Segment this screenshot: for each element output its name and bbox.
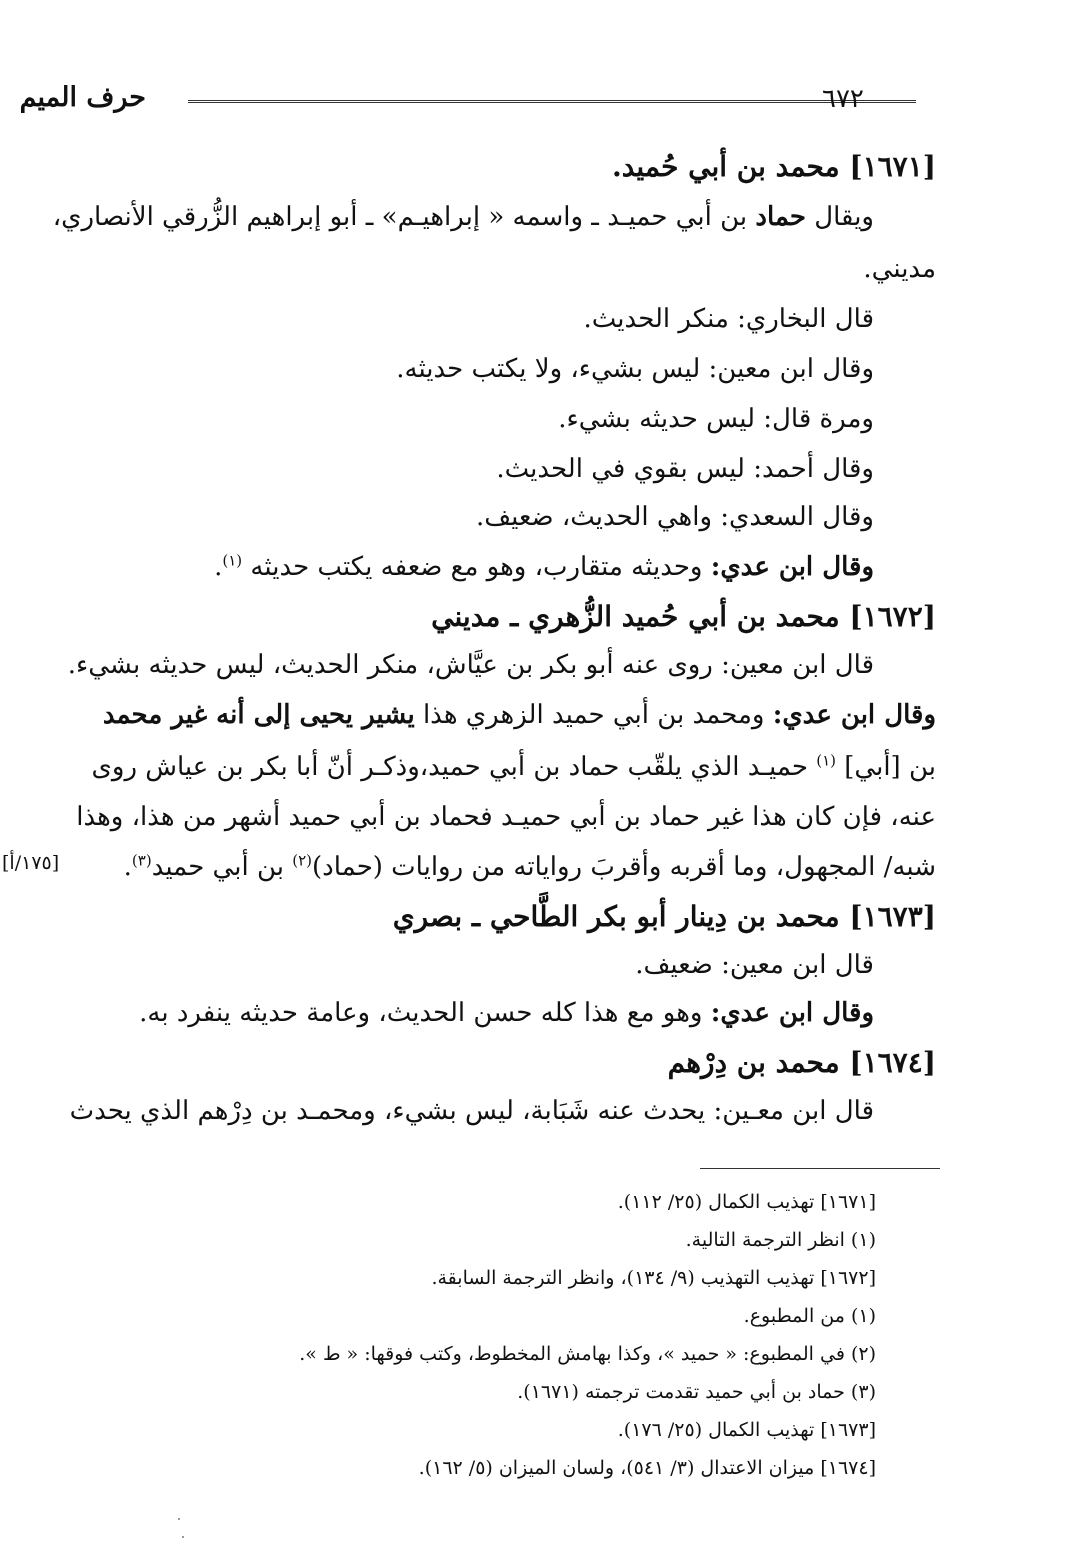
- text-run-bold: وقال ابن عدي:: [772, 700, 936, 730]
- footnote: (٣) حماد بن أبي حميد تقدمت ترجمته (١٦٧١).: [517, 1381, 876, 1403]
- scan-speck: [178, 1518, 180, 1520]
- footnote: (١) انظر الترجمة التالية.: [685, 1229, 876, 1251]
- entry-heading-1673: [١٦٧٣] محمد بن دِينار أبو بكر الطَّاحي ـ بصري: [392, 900, 936, 933]
- entry-line: وقال أحمد: ليس بقوي في الحديث.: [496, 454, 874, 484]
- header-rule: [188, 100, 916, 103]
- text-run: ويقال: [814, 202, 874, 232]
- footnote-marker: (١): [816, 751, 837, 770]
- footnote: (١) من المطبوع.: [743, 1305, 876, 1327]
- entry-line: [214, 552, 874, 582]
- entry-line: قال البخاري: منكر الحديث.: [583, 304, 874, 334]
- entry-heading-1674: [١٦٧٤] محمد بن دِرْهم: [667, 1046, 936, 1079]
- text-run: وحديثه متقارب، وهو مع ضعفه يكتب حديثه: [250, 552, 703, 582]
- entry-line: ومرة قال: ليس حديثه بشيء.: [558, 404, 874, 434]
- entry-line: مديني.: [863, 254, 936, 284]
- text-run: بن [أبي]: [844, 752, 936, 782]
- entry-heading-1671: [١٦٧١] محمد بن أبي حُميد.: [611, 150, 936, 183]
- page-number: ٦٧٢: [822, 84, 864, 114]
- entry-line: قال ابن معين: روى عنه أبو بكر بن عيَّاش، منكر الحديث، ليس حديثه بشيء.: [67, 650, 874, 680]
- text-run-bold: وقال ابن عدي:: [710, 998, 874, 1028]
- footnote: [١٦٧٣] تهذيب الكمال (٢٥/ ١٧٦).: [617, 1419, 876, 1441]
- footnote: [١٦٧١] تهذيب الكمال (٢٥/ ١١٢).: [617, 1191, 876, 1213]
- entry-line: وقال السعدي: واهي الحديث، ضعيف.: [475, 502, 874, 532]
- text-run-bold: يشير يحيى إلى أنه غير محمد: [102, 700, 415, 730]
- footnote: [١٦٧٤] ميزان الاعتدال (٣/ ٥٤١)، ولسان الميزان (٥/ ١٦٢).: [418, 1457, 876, 1479]
- text-run: بن أبي حميـد ـ واسمه « إبراهيـم» ـ أبو إبراهيم الزُّرقي الأنصاري،: [52, 202, 748, 232]
- entry-line: قال ابن معـين: يحدث عنه شَبَابة، ليس بشيء، ومحمـد بن دِرْهم الذي يحدث: [69, 1096, 874, 1126]
- text-run: .: [123, 852, 132, 882]
- text-run: ومحمد بن أبي حميد الزهري هذا: [422, 700, 765, 730]
- footnote: (٢) في المطبوع: « حميد »، وكذا بهامش المخطوط، وكتب فوقها: « ط ».: [299, 1343, 876, 1365]
- text-run: بن أبي حميد: [151, 852, 284, 882]
- text-run-bold: حماد: [755, 202, 806, 232]
- footnote-marker: (٢): [292, 851, 313, 870]
- entry-line: عنه، فإن كان هذا غير حماد بن أبي حميـد فحماد بن أبي حميد أشهر من هذا، وهذا: [76, 802, 936, 832]
- text-run: .: [214, 552, 223, 582]
- text-run: شبه/ المجهول، وما أقربه وأقربَ رواياته من روايات (حماد): [312, 852, 936, 882]
- footnote: [١٦٧٢] تهذيب التهذيب (٩/ ١٣٤)، وانظر الترجمة السابقة.: [431, 1267, 876, 1289]
- text-run: وهو مع هذا كله حسن الحديث، وعامة حديثه ينفرد به.: [139, 998, 703, 1028]
- entry-line: وقال ابن معين: ليس بشيء، ولا يكتب حديثه.: [396, 354, 874, 384]
- running-header-title: حرف الميم: [19, 82, 146, 113]
- entry-line: [54, 700, 936, 730]
- entry-line: [139, 998, 874, 1028]
- entry-line: قال ابن معين: ضعيف.: [635, 950, 874, 980]
- entry-line: [92, 752, 936, 782]
- footnote-separator: [700, 1168, 940, 1169]
- entry-heading-1672: [١٦٧٢] محمد بن أبي حُميد الزُّهري ـ مديني: [431, 600, 936, 633]
- footnote-marker: (٣): [131, 851, 152, 870]
- text-run: حميـد الذي يلقّب حماد بن أبي حميد،وذكـر أنّ أبا بكر بن عياش روى: [91, 752, 808, 782]
- footnote-marker: (١): [222, 551, 243, 570]
- scan-speck: [182, 1536, 184, 1538]
- entry-line: [54, 202, 874, 232]
- entry-line: [124, 852, 936, 882]
- text-run-bold: وقال ابن عدي:: [710, 552, 874, 582]
- margin-folio-note: [١٧٥/أ]: [2, 852, 60, 874]
